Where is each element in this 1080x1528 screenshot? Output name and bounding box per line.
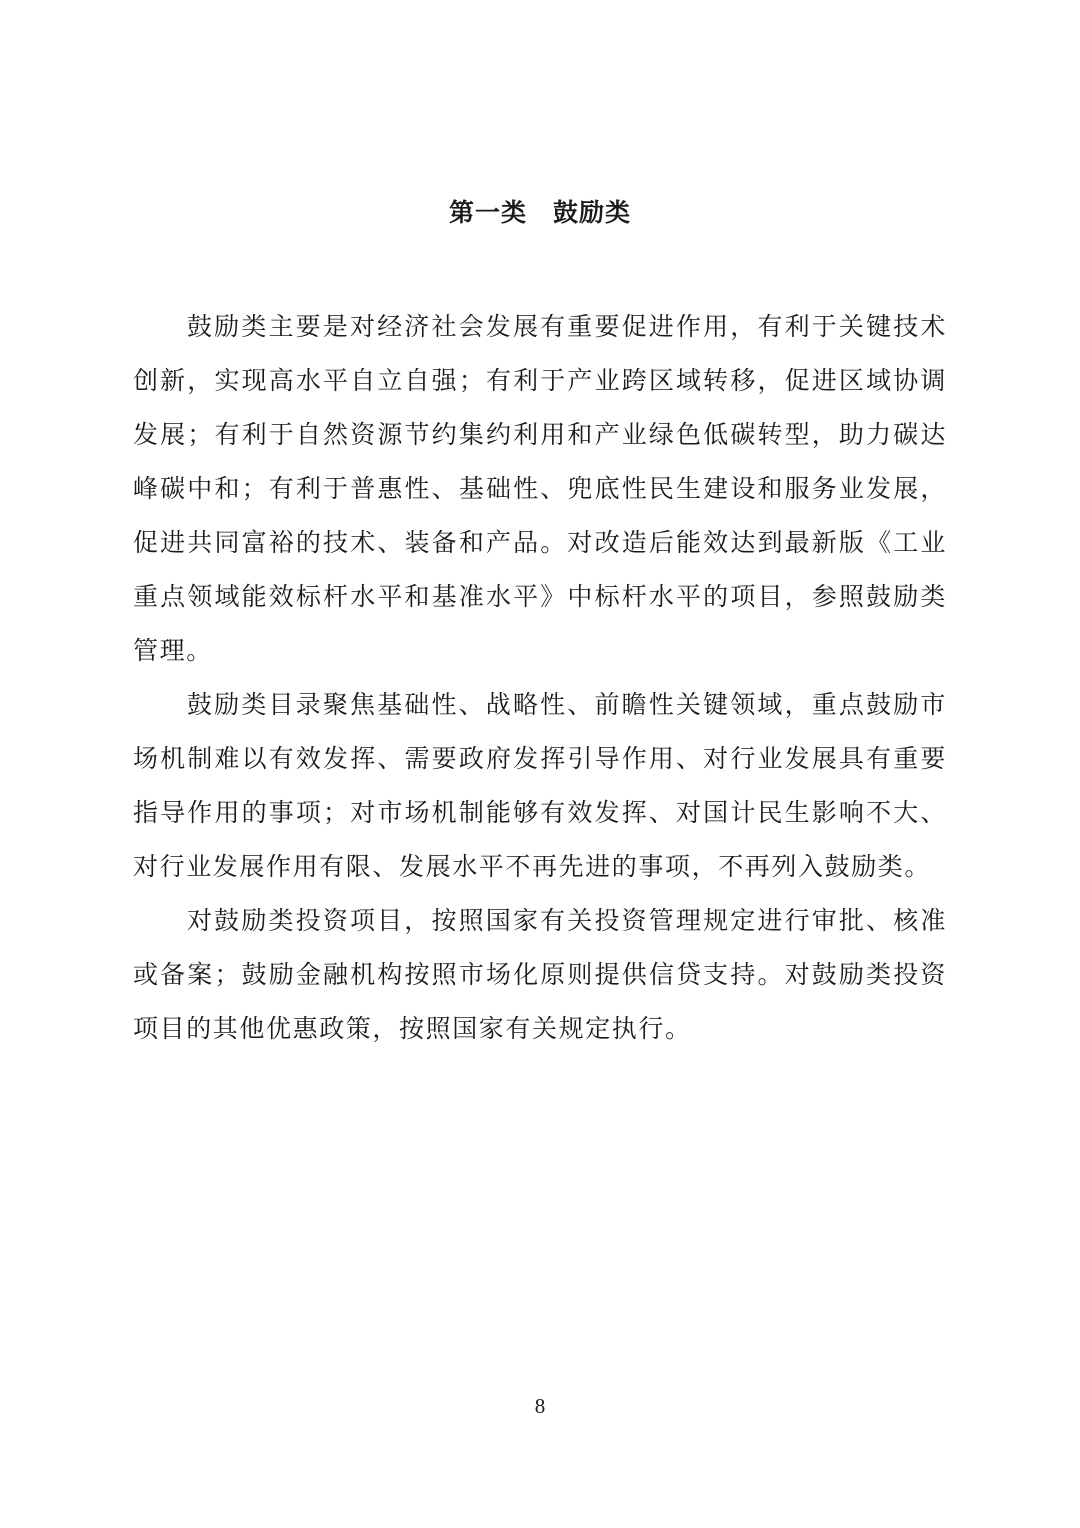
paragraph-intro: 鼓励类主要是对经济社会发展有重要促进作用，有利于关键技术创新，实现高水平自立自强；有利于产业跨区域转移，促进区域协调发展；有利于自然资源节约集约利用和产业绿色低碳转型，助力碳达峰碳中和；有利于普惠性、基础性、兜底性民生建设和服务业发展，促进共同富裕的技术、装备和产品。对改造后能效达到最新版《工业重点领域能效标杆水平和基准水平》中标杆水平的项目，参照鼓励类管理。 bbox=[133, 312, 947, 665]
body-text bbox=[133, 300, 947, 1056]
section-heading: 第一类 鼓励类 bbox=[448, 198, 631, 227]
paragraph-policy: 对鼓励类投资项目，按照国家有关投资管理规定进行审批、核准或备案；鼓励金融机构按照市场化原则提供信贷支持。对鼓励类投资项目的其他优惠政策，按照国家有关规定执行。 bbox=[133, 906, 947, 1043]
paragraph-focus: 鼓励类目录聚焦基础性、战略性、前瞻性关键领域，重点鼓励市场机制难以有效发挥、需要政府发挥引导作用、对行业发展具有重要指导作用的事项；对市场机制能够有效发挥、对国计民生影响不大、对行业发展作用有限、发展水平不再先进的事项，不再列入鼓励类。 bbox=[133, 690, 947, 881]
page-number: 8 bbox=[534, 1394, 546, 1418]
